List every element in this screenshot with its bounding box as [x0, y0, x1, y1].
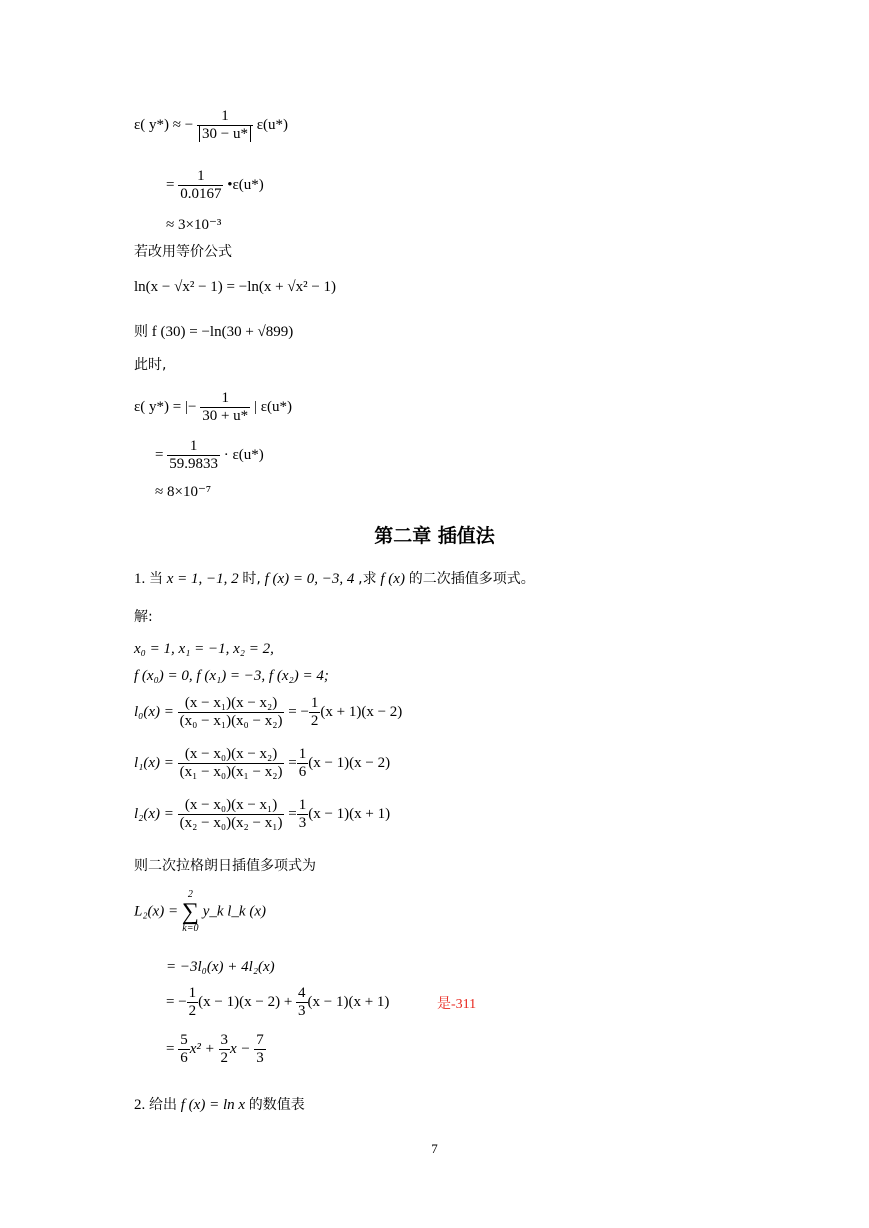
error-estimate2-line1: ε( y*) = |− $\frac{1}{30 + u*}$ | ε(u*) [134, 390, 292, 425]
fraction: $\frac{7}{3}$ [256, 1032, 264, 1067]
lagrange-step1: = −3l₀(x) + 4l₂(x) [166, 959, 275, 975]
lagrange-sum: L₂(x) = 2 ∑ k=0 y_k l_k (x) [134, 889, 266, 934]
fraction: $\frac{1}{0.0167}$ [180, 168, 222, 203]
fraction: $\frac{\text{(x − x₀)(x − x₁)}}{\text{(x₂ − x₀)(x₂ − x₁)}}$ [179, 797, 283, 832]
error-estimate-line1: ε( y*) ≈ − $\frac{1}{30 - u*}$ ε(u*) [134, 108, 288, 143]
basis-l0: l₀(x) = $\frac{\text{(x − x₁)(x − x₂)}}{\text{(x₀ − x₁)(x₀ − x₂)}}$ = − $\frac{1}{2}$ (x + 1)(x − 2) [134, 695, 403, 730]
fraction: $\frac{1}{30 - u*}$ [197, 108, 253, 144]
fraction: $\frac{5}{6}$ [180, 1032, 188, 1067]
fraction: $\frac{3}{2}$ [220, 1032, 228, 1067]
basis-l2: l₂(x) = $\frac{\text{(x − x₀)(x − x₁)}}{\text{(x₂ − x₀)(x₂ − x₁)}}$ = $\frac{1}{3}$ (x − 1)(x + 1) [134, 797, 391, 832]
error-estimate-line2: = $\frac{1}{0.0167}$ •ε(u*) [166, 168, 264, 203]
lagrange-step2: = − $\frac{1}{2}$ (x − 1)(x − 2) + $\frac{4}{3}$ (x − 1)(x + 1) [166, 985, 390, 1020]
basis-l1: l₁(x) = $\frac{\text{(x − x₀)(x − x₂)}}{\text{(x₁ − x₀)(x₁ − x₂)}}$ = $\frac{1}{6}$ (x − 1)(x − 2) [134, 746, 391, 781]
fraction: $\frac{4}{3}$ [298, 985, 306, 1020]
problem1-statement: 1. 当 x = 1, −1, 2 时, f (x) = 0, −3, 4 ,求 f (x) 的二次插值多项式。 [134, 571, 535, 587]
fraction: $\frac{\text{(x − x₀)(x − x₂)}}{\text{(x₁ − x₀)(x₁ − x₂)}}$ [179, 746, 283, 781]
fraction: $\frac{1}{2}$ [188, 985, 197, 1020]
error-estimate-line3: ≈ 3×10⁻³ [166, 217, 222, 233]
fraction: $\frac{\text{(x − x₁)(x − x₂)}}{\text{(x₀ − x₁)(x₀ − x₂)}}$ [179, 695, 283, 730]
equation-f30: 则 f (30) = −ln(30 + √899) [134, 324, 294, 340]
error-estimate2-line2: = $\frac{1}{59.9833}$ · ε(u*) [155, 438, 264, 473]
text-at-this-time: 此时, [134, 357, 167, 373]
lagrange-step3: = $\frac{5}{6}$ x² + $\frac{3}{2}$ x − $\frac{7}{3}$ [166, 1032, 264, 1067]
error-estimate2-line3: ≈ 8×10⁻⁷ [155, 484, 212, 500]
problem2-statement: 2. 给出 f (x) = ln x 的数值表 [134, 1097, 305, 1113]
fraction: $\frac{1}{6}$ [298, 746, 307, 781]
fraction: $\frac{1}{2}$ [310, 695, 319, 730]
solution-label: 解: [134, 609, 153, 625]
page-number: 7 [431, 1141, 438, 1156]
text-lagrange-polynomial: 则二次拉格朗日插值多项式为 [134, 858, 316, 874]
fraction: $\frac{1}{30 + u*}$ [202, 390, 249, 425]
interpolation-nodes: x₀ = 1, x₁ = −1, x₂ = 2, [134, 641, 274, 657]
summation: 2 ∑ k=0 [181, 889, 199, 934]
red-annotation: 是-311 [437, 997, 477, 1012]
chapter-title: 第二章 插值法 [374, 525, 495, 547]
fraction: $\frac{1}{59.9833}$ [169, 438, 218, 473]
equation-ln-identity: ln(x − √x² − 1) = −ln(x + √x² − 1) [134, 279, 337, 295]
fraction: $\frac{1}{3}$ [298, 797, 307, 832]
text-equivalent-formula: 若改用等价公式 [134, 244, 232, 260]
interpolation-values: f (x₀) = 0, f (x₁) = −3, f (x₂) = 4; [134, 668, 329, 684]
